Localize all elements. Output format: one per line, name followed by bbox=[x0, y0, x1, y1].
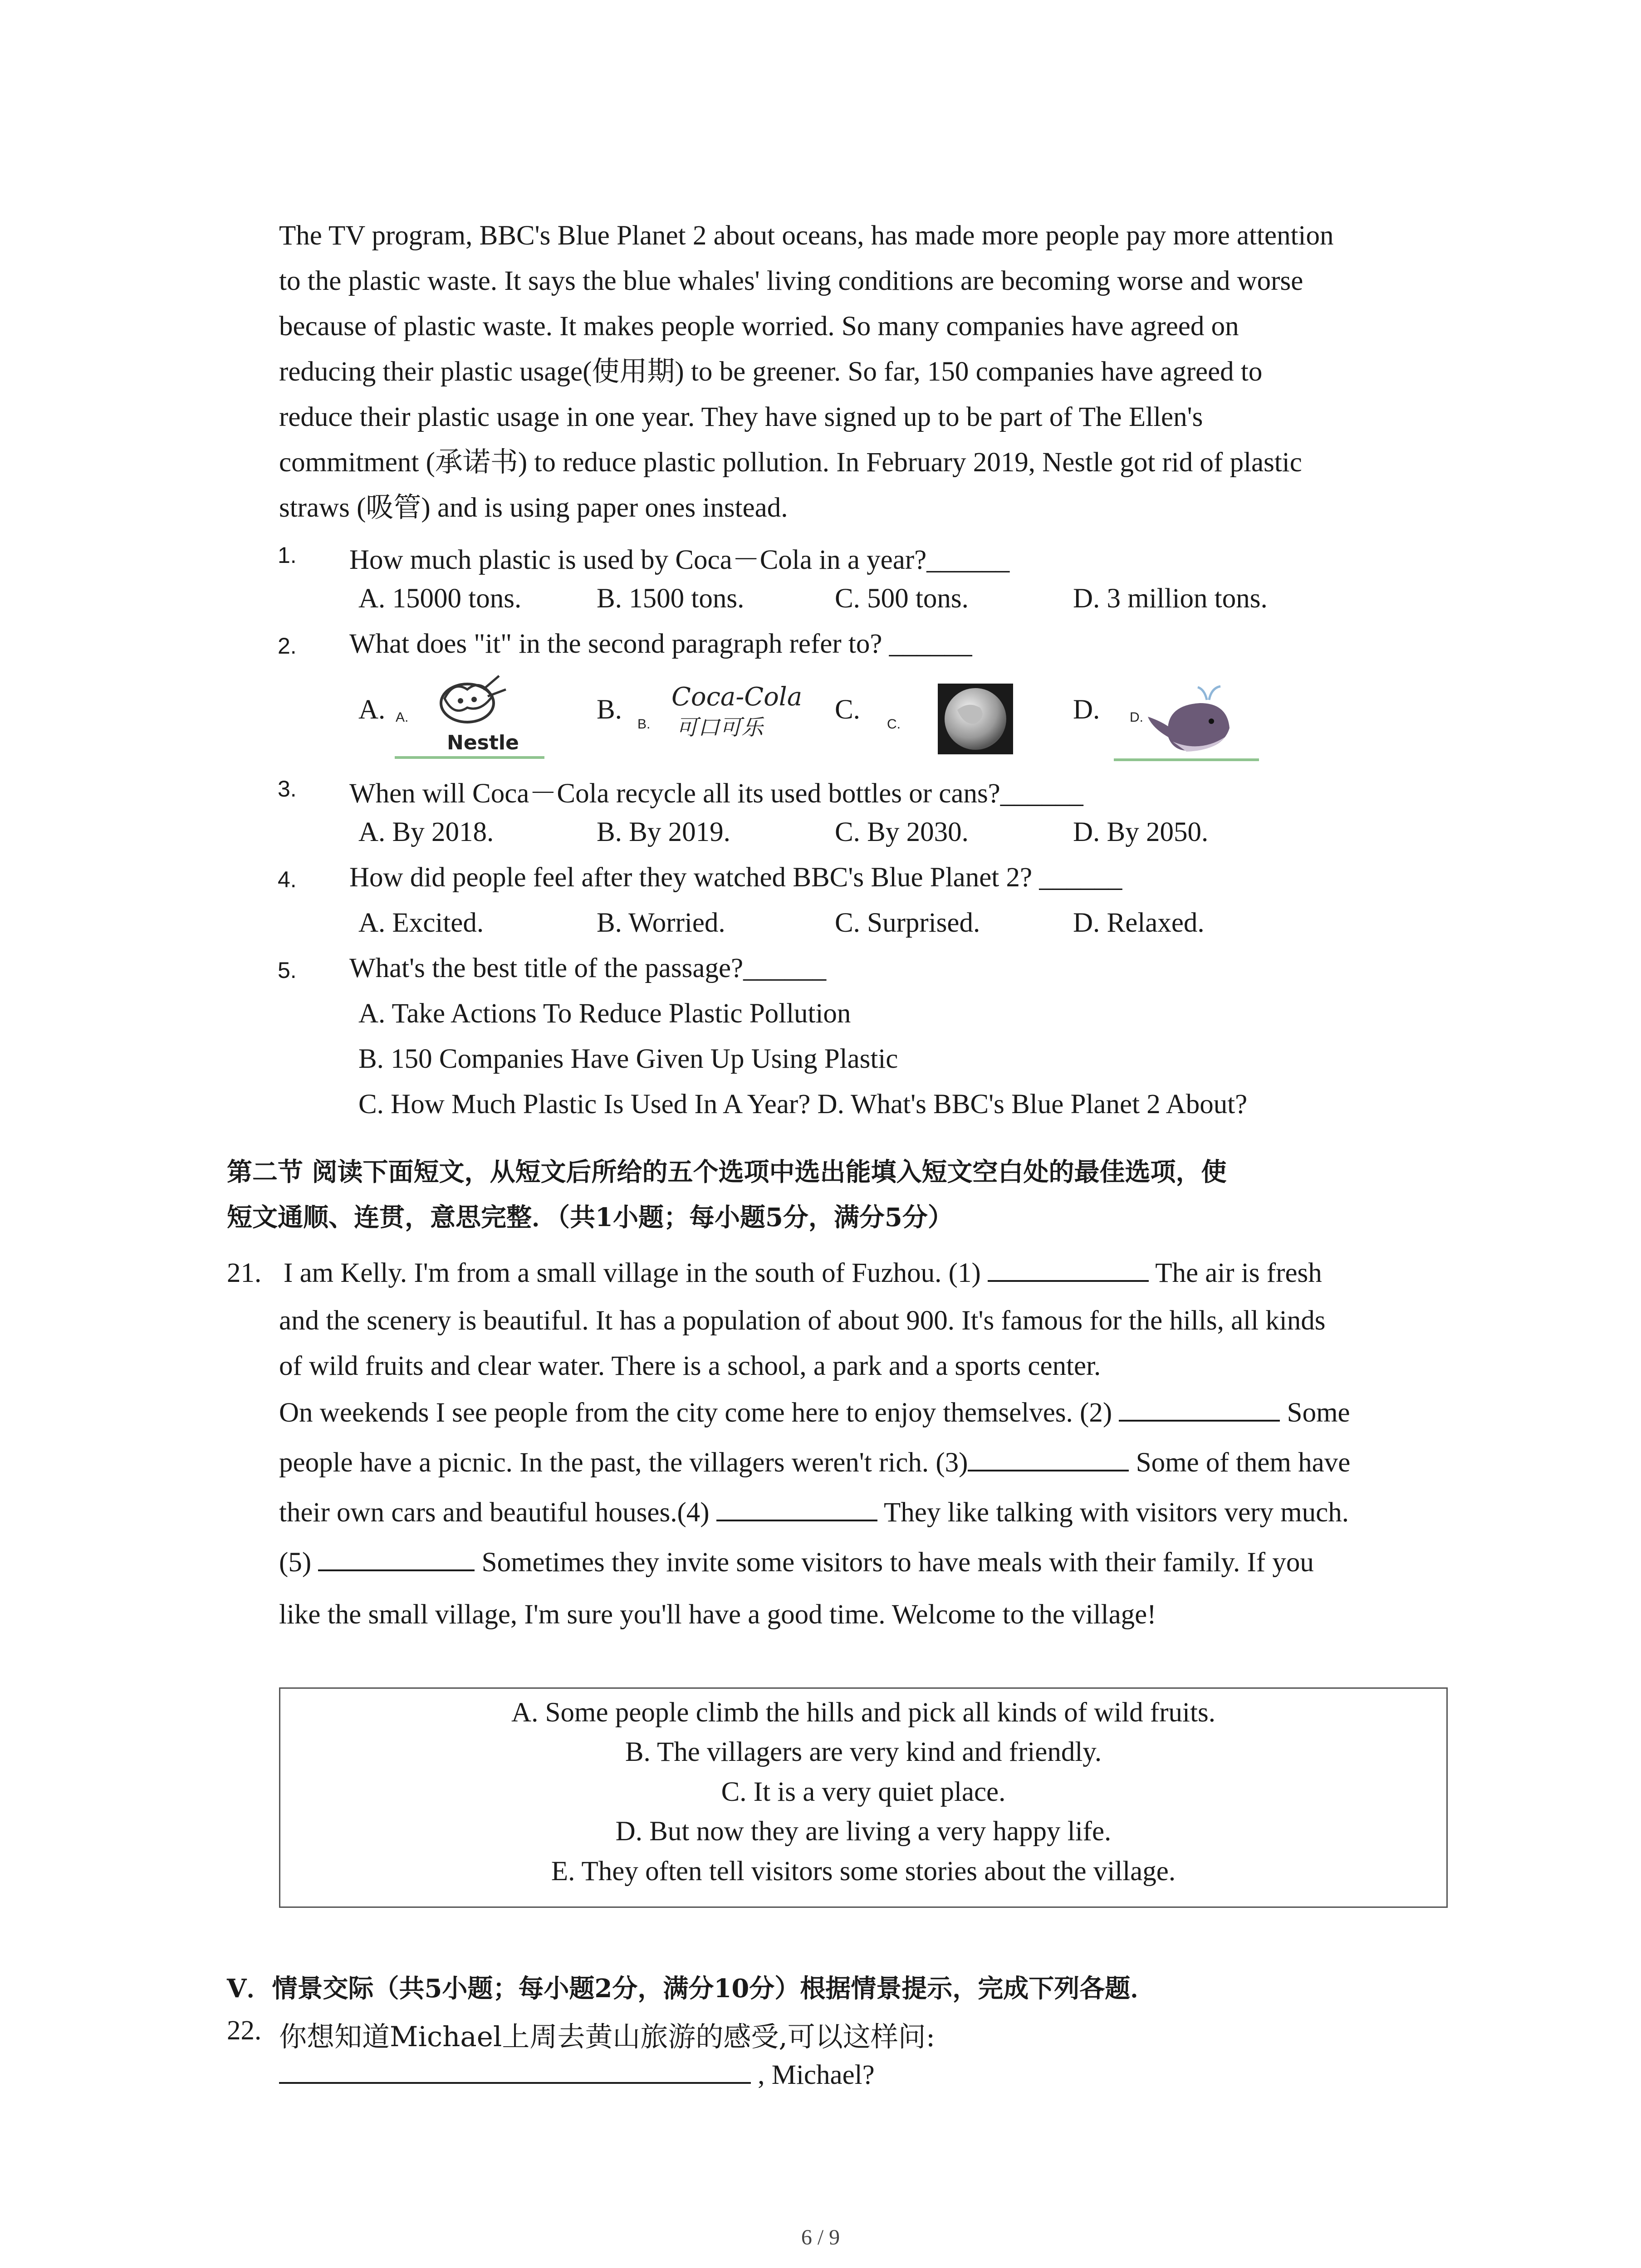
option-a[interactable]: A. By 2018. bbox=[358, 817, 494, 847]
option-d[interactable]: D. Relaxed. bbox=[1073, 908, 1205, 938]
question-number: 2. bbox=[278, 633, 297, 659]
option-c[interactable]: C. 500 tons. bbox=[835, 583, 969, 614]
option-b[interactable]: B. 1500 tons. bbox=[597, 583, 745, 614]
question-number: 1. bbox=[278, 543, 297, 568]
option-c-and-d[interactable]: C. How Much Plastic Is Used In A Year? D. What's BBC's Blue Planet 2 About? bbox=[358, 1089, 1248, 1119]
passage-line: to the plastic waste. It says the blue whales' living conditions are becoming worse and worse bbox=[279, 266, 1303, 296]
passage-line: I am Kelly. I'm from a small village in the south of Fuzhou. (1) The air is fresh bbox=[284, 1258, 1322, 1288]
option-b[interactable]: B. Worried. bbox=[597, 908, 725, 938]
choice-a: A. Some people climb the hills and pick all kinds of wild fruits. bbox=[511, 1697, 1215, 1728]
option-b[interactable]: B. 150 Companies Have Given Up Using Plastic bbox=[358, 1044, 898, 1074]
image-tag: D. bbox=[1130, 710, 1143, 725]
answer-line: , Michael? bbox=[279, 2059, 875, 2091]
question-text: What's the best title of the passage?______ bbox=[349, 953, 827, 983]
nestle-logo-text: Nestle bbox=[447, 731, 519, 754]
option-a[interactable]: A. bbox=[358, 694, 386, 725]
passage-line: of wild fruits and clear water. There is a school, a park and a sports center. bbox=[279, 1351, 1101, 1381]
passage-line: reduce their plastic usage in one year. They have signed up to be part of The Ellen's bbox=[279, 402, 1203, 432]
question-number: 21. bbox=[227, 1258, 262, 1288]
passage-line: their own cars and beautiful houses.(4) They like talking with visitors very much. bbox=[279, 1497, 1349, 1528]
choices-box bbox=[279, 1687, 1448, 1908]
question-text: How much plastic is used by Coca－Cola in a year?______ bbox=[349, 545, 1010, 575]
passage-line: (5) Sometimes they invite some visitors to have meals with their family. If you bbox=[279, 1547, 1314, 1578]
image-tag: A. bbox=[396, 710, 409, 725]
blank-3[interactable] bbox=[968, 1447, 1129, 1471]
passage-line: like the small village, I'm sure you'll have a good time. Welcome to the village! bbox=[279, 1599, 1156, 1630]
question-text: What does "it" in the second paragraph refer to? ______ bbox=[349, 629, 972, 659]
option-d[interactable]: D. By 2050. bbox=[1073, 817, 1209, 847]
option-c[interactable]: C. By 2030. bbox=[835, 817, 969, 847]
section-heading: 短文通顺、连贯，意思完整．（共1小题；每小题5分，满分5分） bbox=[227, 1202, 953, 1232]
passage-line: straws (吸管) and is using paper ones instead. bbox=[279, 493, 788, 523]
choice-c: C. It is a very quiet place. bbox=[721, 1777, 1006, 1807]
option-d[interactable]: D. bbox=[1073, 694, 1100, 725]
blue-whale-image bbox=[1109, 678, 1264, 764]
section-heading: Ⅴ．情景交际（共5小题；每小题2分，满分10分）根据情景提示，完成下列各题． bbox=[227, 1974, 1156, 2004]
option-c[interactable]: C. Surprised. bbox=[835, 908, 980, 938]
choice-d: D. But now they are living a very happy life. bbox=[615, 1816, 1112, 1847]
choice-e: E. They often tell visitors some stories about the village. bbox=[551, 1856, 1176, 1887]
option-d[interactable]: D. 3 million tons. bbox=[1073, 583, 1268, 614]
blank-2[interactable] bbox=[1119, 1397, 1280, 1422]
passage-line: reducing their plastic usage(使用期) to be greener. So far, 150 companies have agreed to bbox=[279, 357, 1263, 387]
section-heading: 第二节 阅读下面短文，从短文后所给的五个选项中选出能填入短文空白处的最佳选项，使 bbox=[227, 1157, 1227, 1187]
question-text: How did people feel after they watched BBC's Blue Planet 2? ______ bbox=[349, 862, 1122, 893]
question-number: 22. bbox=[227, 2015, 262, 2046]
option-b[interactable]: B. By 2019. bbox=[597, 817, 730, 847]
image-tag: B. bbox=[637, 717, 651, 732]
option-b[interactable]: B. bbox=[597, 694, 622, 725]
question-text: 你想知道Michael上周去黄山旅游的感受,可以这样问: bbox=[279, 2021, 936, 2053]
choice-b: B. The villagers are very kind and friendly. bbox=[625, 1737, 1102, 1767]
nest-bird-icon bbox=[441, 676, 506, 722]
nestle-logo-image bbox=[395, 671, 554, 762]
answer-blank[interactable] bbox=[279, 2059, 751, 2084]
question-number: 4. bbox=[278, 867, 297, 892]
image-tag: C. bbox=[887, 717, 901, 732]
passage-line: commitment (承诺书) to reduce plastic pollution. In February 2019, Nestle got rid of plastic bbox=[279, 447, 1302, 478]
question-text: When will Coca－Cola recycle all its used bottles or cans?______ bbox=[349, 778, 1083, 809]
coca-cola-logo-image bbox=[667, 676, 803, 753]
blank-5[interactable] bbox=[318, 1547, 475, 1571]
passage-line: On weekends I see people from the city come here to enjoy themselves. (2) Some bbox=[279, 1398, 1350, 1428]
question-number: 5. bbox=[278, 958, 297, 983]
blank-4[interactable] bbox=[716, 1497, 877, 1521]
passage-line: The TV program, BBC's Blue Planet 2 about oceans, has made more people pay more attention bbox=[279, 220, 1334, 251]
passage-line: and the scenery is beautiful. It has a population of about 900. It's famous for the hills, all kinds bbox=[279, 1305, 1326, 1336]
option-c[interactable]: C. bbox=[835, 694, 860, 725]
option-a[interactable]: A. 15000 tons. bbox=[358, 583, 522, 614]
question-number: 3. bbox=[278, 776, 297, 802]
earth-globe-image bbox=[937, 683, 1014, 755]
blank-1[interactable] bbox=[988, 1257, 1149, 1282]
option-a[interactable]: A. Take Actions To Reduce Plastic Pollution bbox=[358, 998, 851, 1029]
passage-line: people have a picnic. In the past, the villagers weren't rich. (3) Some of them have bbox=[279, 1447, 1351, 1478]
page-number: 6 / 9 bbox=[801, 2225, 840, 2249]
passage-line: because of plastic waste. It makes people worried. So many companies have agreed on bbox=[279, 311, 1239, 342]
coca-cola-logo-text: Coca-Cola bbox=[671, 682, 803, 712]
coca-cola-chinese-logo-text: 可口可乐 bbox=[676, 715, 764, 740]
option-a[interactable]: A. Excited. bbox=[358, 908, 484, 938]
